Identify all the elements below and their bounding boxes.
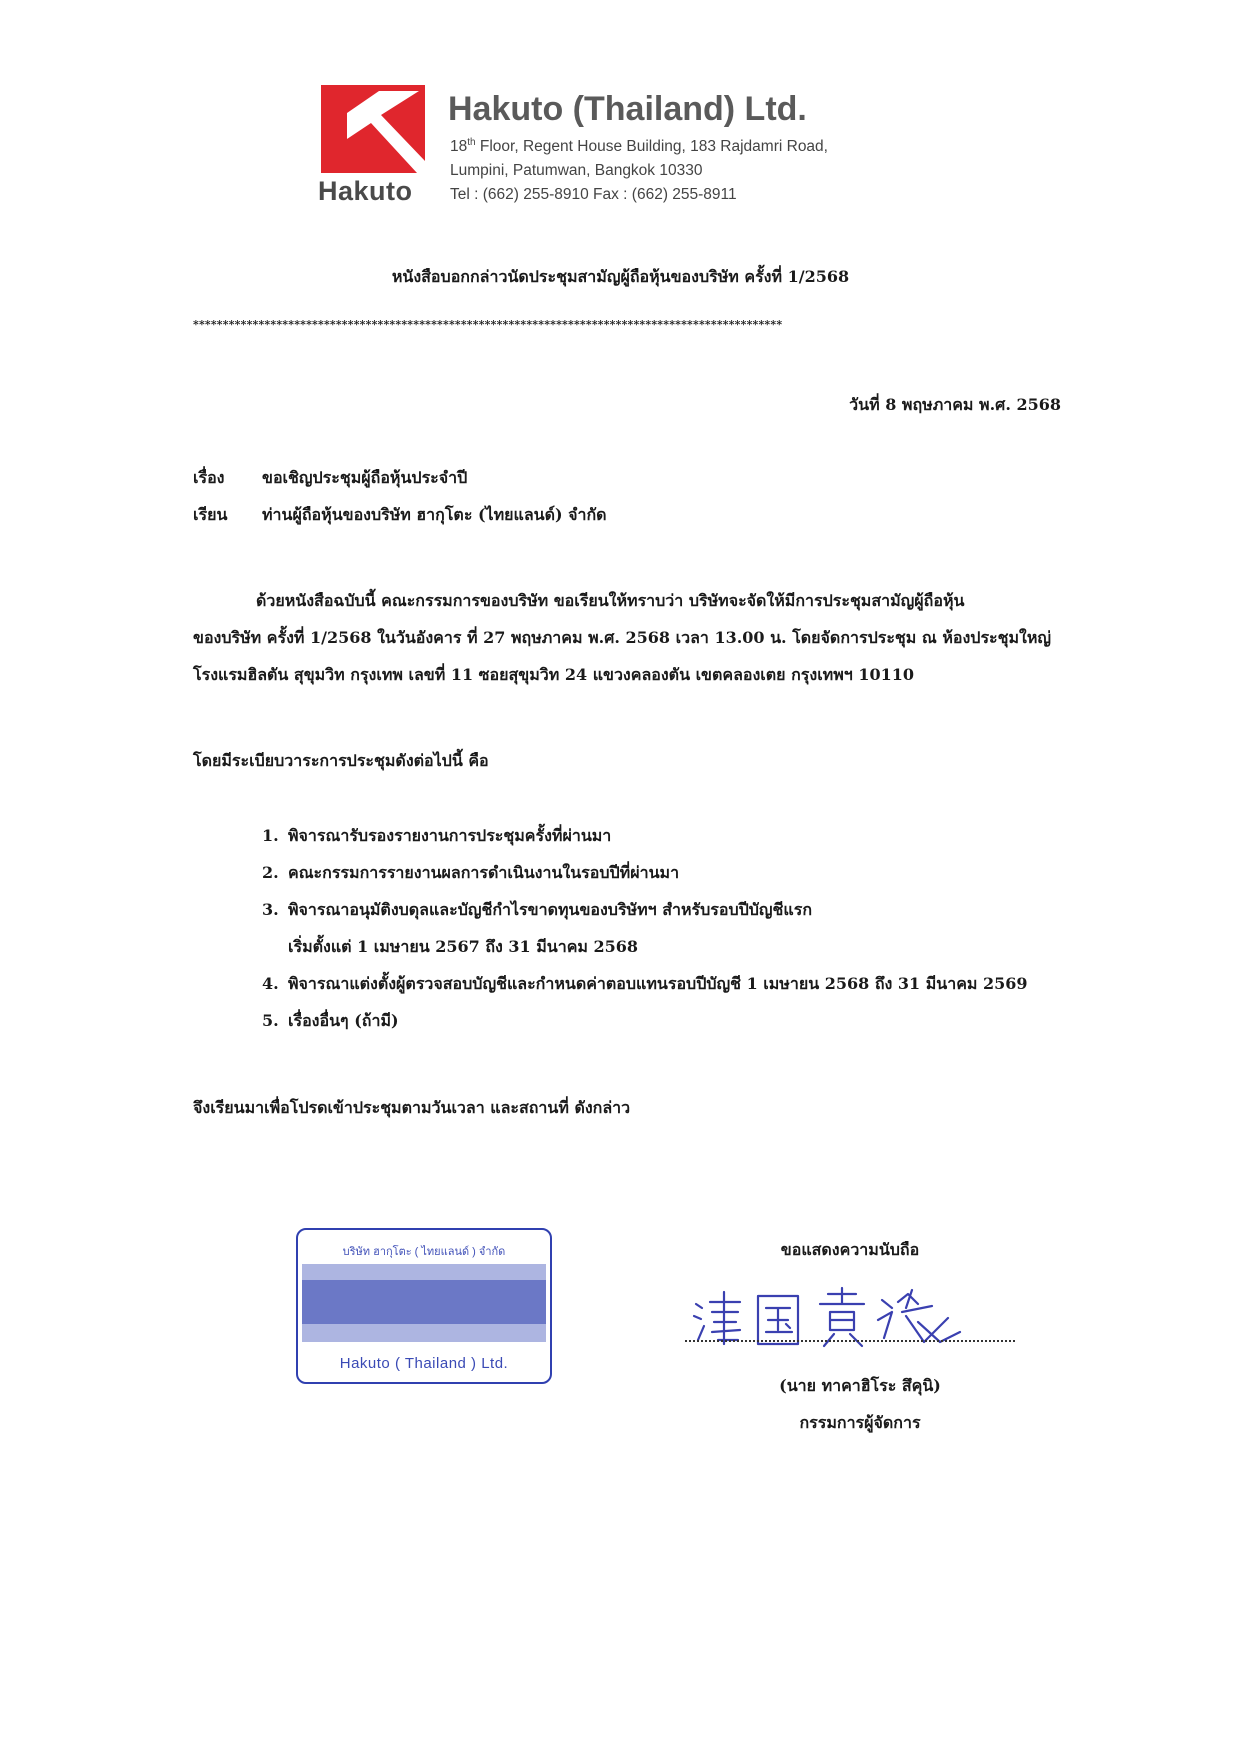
agenda-item: 3. พิจารณาอนุมัติงบดุลและบัญชีกำไรขาดทุนของบริษัทฯ สำหรับรอบปีบัญชีแรก <box>262 900 813 919</box>
agenda-item: 2. คณะกรรมการรายงานผลการดำเนินงานในรอบปีที่ผ่านมา <box>262 863 680 882</box>
contact-line: Tel : (662) 255-8910 Fax : (662) 255-8911 <box>450 186 737 203</box>
document-title: หนังสือบอกกล่าวนัดประชุมสามัญผู้ถือหุ้นของบริษัท ครั้งที่ 1/2568 <box>391 267 850 286</box>
address-line-2: Lumpini, Patumwan, Bangkok 10330 <box>450 162 703 179</box>
signatory-position: กรรมการผู้จัดการ <box>799 1413 921 1432</box>
separator-line: *************************************************************************************************** <box>193 318 783 331</box>
company-stamp <box>296 1228 552 1384</box>
agenda-item-continuation: เริ่มตั้งแต่ 1 เมษายน 2567 ถึง 31 มีนาคม 2568 <box>288 937 639 956</box>
subject-label: เรื่อง <box>193 468 225 487</box>
company-name: Hakuto (Thailand) Ltd. <box>448 90 807 128</box>
agenda-item: 5. เรื่องอื่นๆ (ถ้ามี) <box>262 1011 399 1030</box>
hakuto-logo-icon <box>321 85 425 173</box>
to-label: เรียน <box>193 505 228 524</box>
stamp-english-name: Hakuto ( Thailand ) Ltd. <box>339 1355 509 1372</box>
agenda-item: 4. พิจารณาแต่งตั้งผู้ตรวจสอบบัญชีและกำหนดค่าตอบแทนรอบปีบัญชี 1 เมษายน 2568 ถึง 31 มีนาคม 2569 <box>262 974 1028 993</box>
stamp-thai-name: บริษัท ฮากุโตะ ( ไทยแลนด์ ) จำกัด <box>342 1246 506 1258</box>
agenda-item: 1. พิจารณารับรองรายงานการประชุมครั้งที่ผ่านมา <box>262 826 612 845</box>
logo-wordmark: Hakuto <box>318 176 413 206</box>
agenda-intro: โดยมีระเบียบวาระการประชุมดังต่อไปนี้ คือ <box>193 751 489 770</box>
stamp-ink-band-dark <box>302 1280 546 1324</box>
body-line-1: ด้วยหนังสือฉบับนี้ คณะกรรมการของบริษัท ขอเรียนให้ทราบว่า บริษัทจะจัดให้มีการประชุมสามัญผู้ถือหุ้น <box>256 591 965 610</box>
signature-line <box>685 1340 1015 1342</box>
body-line-3: โรงแรมฮิลตัน สุขุมวิท กรุงเทพ เลขที่ 11 ซอยสุขุมวิท 24 แขวงคลองตัน เขตคลองเตย กรุงเทพฯ 10110 <box>193 665 914 684</box>
letter-date: วันที่ 8 พฤษภาคม พ.ศ. 2568 <box>849 395 1061 414</box>
address-line-1: 18th Floor, Regent House Building, 183 Rajdamri Road, <box>450 137 828 156</box>
to-text: ท่านผู้ถือหุ้นของบริษัท ฮากุโตะ (ไทยแลนด์) จำกัด <box>262 505 607 524</box>
subject-text: ขอเชิญประชุมผู้ถือหุ้นประจำปี <box>262 468 468 487</box>
regards-text: ขอแสดงความนับถือ <box>780 1240 920 1259</box>
closing-sentence: จึงเรียนมาเพื่อโปรดเข้าประชุมตามวันเวลา และสถานที่ ดังกล่าว <box>193 1098 631 1117</box>
body-line-2: ของบริษัท ครั้งที่ 1/2568 ในวันอังคาร ที่ 27 พฤษภาคม พ.ศ. 2568 เวลา 13.00 น. โดยจัดการประชุม ณ ห้องประชุมใหญ่ <box>193 628 1052 647</box>
signatory-name: (นาย ทาคาฮิโระ สึคุนิ) <box>779 1376 941 1395</box>
